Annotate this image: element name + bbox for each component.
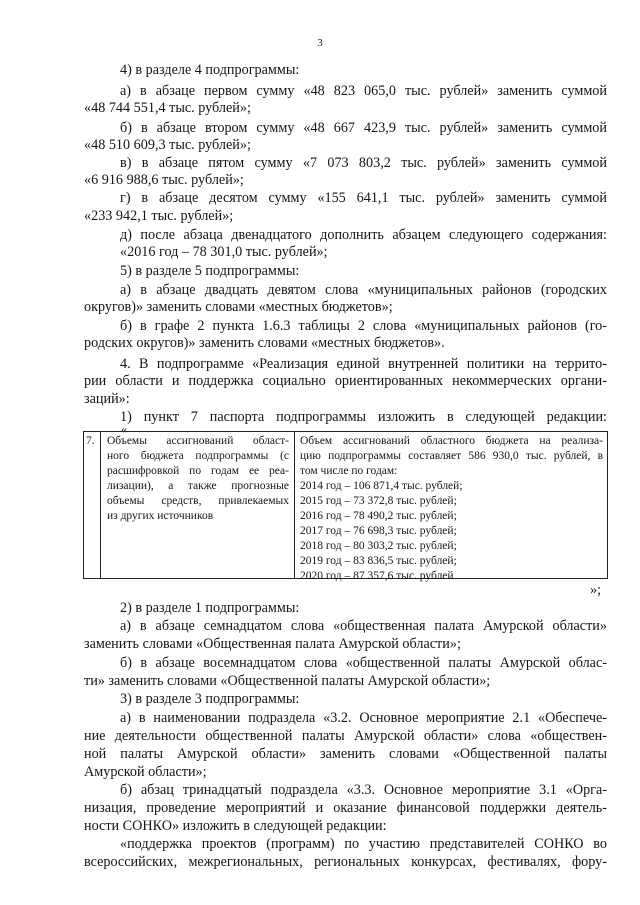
text-line: «поддержка проектов (программ) по участию представителей СОНКО во bbox=[120, 836, 607, 852]
text-line: а) в абзаце семнадцатом слова «общественная палата Амурской области» bbox=[120, 618, 607, 634]
table-label-line: Объемы ассигнований област- bbox=[107, 435, 289, 447]
text-line: «6 916 988,6 тыс. рублей»; bbox=[84, 172, 244, 188]
text-line: заций»: bbox=[84, 391, 130, 407]
table-row-number: 7. bbox=[84, 432, 101, 578]
text-line: низация, проведение мероприятий и оказание финансовой поддержки деятель- bbox=[84, 800, 607, 816]
text-line: «48 510 609,3 тыс. рублей»; bbox=[84, 137, 251, 153]
table-label-line: объемы средств, привлекаемых bbox=[107, 495, 289, 507]
text-line: родских округов)» заменить словами «местных бюджетов». bbox=[84, 335, 445, 351]
text-line: б) абзац тринадцатый подраздела «3.3. Основное мероприятие 3.1 «Орга- bbox=[120, 782, 607, 798]
text-line: заменить словами «Общественная палата Амурской области»; bbox=[84, 636, 461, 652]
text-line: рии области и поддержка социально ориентированных некоммерческих органи- bbox=[84, 373, 607, 389]
table-value-line: 2019 год – 83 836,5 тыс. рублей; bbox=[300, 555, 457, 567]
text-line: б) в графе 2 пункта 1.6.3 таблицы 2 слова «муниципальных районов (го- bbox=[120, 318, 607, 334]
table-value-line: 2018 год – 80 303,2 тыс. рублей; bbox=[300, 540, 457, 552]
text-line: а) в абзаце двадцать девятом слова «муниципальных районов (городских bbox=[120, 282, 607, 298]
page-number: 3 bbox=[317, 37, 323, 49]
text-line: «48 744 551,4 тыс. рублей»; bbox=[84, 100, 251, 116]
table-label-line: из других источников bbox=[107, 510, 214, 522]
table-value-line: 2016 год – 78 490,2 тыс. рублей; bbox=[300, 510, 457, 522]
text-line: д) после абзаца двенадцатого дополнить абзацем следующего содержания: bbox=[120, 227, 607, 243]
text-line: г) в абзаце десятом сумму «155 641,1 тыс. рублей» заменить суммой bbox=[120, 190, 607, 206]
text-line: 4. В подпрограмме «Реализация единой внутренней политики на террито- bbox=[120, 356, 607, 372]
text-line: округов)» заменить словами «местных бюджетов»; bbox=[84, 299, 393, 315]
text-line: б) в абзаце втором сумму «48 667 423,9 тыс. рублей» заменить суммой bbox=[120, 120, 607, 136]
table-value-cell bbox=[295, 432, 607, 582]
table-value-line: том числе по годам: bbox=[300, 465, 398, 477]
table-value-line: 2014 год – 106 871,4 тыс. рублей; bbox=[300, 480, 463, 492]
text-line: 2) в разделе 1 подпрограммы: bbox=[120, 600, 300, 616]
text-line: 1) пункт 7 паспорта подпрограммы изложить в следующей редакции: bbox=[120, 409, 607, 425]
table-value-line: 2015 год – 73 372,8 тыс. рублей; bbox=[300, 495, 457, 507]
text-line: 4) в разделе 4 подпрограммы: bbox=[120, 62, 300, 78]
table-label-line: лизации), а также прогнозные bbox=[107, 480, 289, 492]
open-quote: « bbox=[121, 422, 127, 436]
close-quote: »; bbox=[590, 582, 602, 598]
table-value-line: 2017 год – 76 698,3 тыс. рублей; bbox=[300, 525, 457, 537]
text-line: всероссийских, межрегиональных, региональных конкурсах, фестивалях, фору- bbox=[84, 854, 607, 870]
text-line: Амурской области»; bbox=[84, 764, 207, 780]
table-label-line: расшифровкой по годам ее реа- bbox=[107, 465, 289, 477]
table-value-line: цию подпрограммы составляет 586 930,0 тыс. рублей, в bbox=[300, 450, 603, 462]
table-value-line: Объем ассигнований областного бюджета на реализа- bbox=[300, 435, 603, 447]
text-line: 3) в разделе 3 подпрограммы: bbox=[120, 691, 300, 707]
text-line: ности СОНКО» изложить в следующей редакции: bbox=[84, 818, 387, 834]
text-line: ние деятельности общественной палаты Амурской области» слова «обществен- bbox=[84, 728, 607, 744]
table-label-cell bbox=[101, 432, 295, 578]
text-line: «2016 год – 78 301,0 тыс. рублей»; bbox=[120, 244, 328, 260]
passport-table bbox=[83, 431, 608, 582]
text-line: а) в абзаце первом сумму «48 823 065,0 тыс. рублей» заменить суммой bbox=[120, 83, 607, 99]
table-value-line: 2020 год – 87 357,6 тыс. рублей bbox=[300, 570, 454, 582]
text-line: ной палаты Амурской области» заменить словами «Общественной палаты bbox=[84, 746, 607, 762]
text-line: ти» заменить словами «Общественной палаты Амурской области»; bbox=[84, 673, 491, 689]
text-line: 5) в разделе 5 подпрограммы: bbox=[120, 263, 300, 279]
table-label-line: ного бюджета подпрограммы (с bbox=[107, 450, 289, 462]
text-line: в) в абзаце пятом сумму «7 073 803,2 тыс. рублей» заменить суммой bbox=[120, 155, 607, 171]
text-line: б) в абзаце восемнадцатом слова «общественной палаты Амурской облас- bbox=[120, 655, 607, 671]
text-line: «233 942,1 тыс. рублей»; bbox=[84, 208, 234, 224]
text-line: а) в наименовании подраздела «3.2. Основное мероприятие 2.1 «Обеспече- bbox=[120, 710, 607, 726]
